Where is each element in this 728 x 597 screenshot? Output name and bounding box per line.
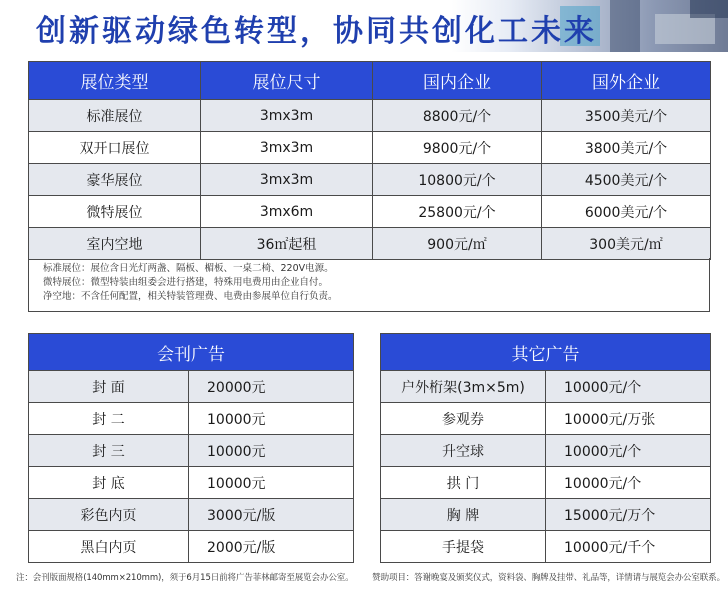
ad-price-cell: 10000元/个 (546, 435, 711, 467)
banner-photo-decoration (610, 0, 640, 52)
domestic-price-cell: 25800元/个 (373, 196, 542, 228)
note-line: 微特展位：微型特装由组委会进行搭建，特殊用电费用由企业自付。 (43, 277, 329, 288)
table-header-row (381, 334, 711, 371)
table-row (381, 467, 711, 499)
booth-type-cell: 豪华展位 (29, 164, 201, 196)
booth-type-cell: 室内空地 (29, 228, 201, 260)
table-row (381, 499, 711, 531)
other-ads-table (380, 333, 711, 563)
booth-notes (28, 258, 710, 312)
table-row (29, 371, 354, 403)
table-row (381, 435, 711, 467)
domestic-price-cell: 900元/㎡ (373, 228, 542, 260)
ad-price-cell: 3000元/版 (189, 499, 354, 531)
booth-size-cell: 3mx3m (201, 164, 373, 196)
booth-size-cell: 3mx3m (201, 132, 373, 164)
banner-photo-decoration (690, 0, 728, 18)
ad-price-cell: 10000元/个 (546, 467, 711, 499)
ad-item-cell: 升空球 (381, 435, 546, 467)
banner-photo-decoration (655, 14, 715, 44)
foreign-price-cell: 300美元/㎡ (542, 228, 711, 260)
page-title: 创新驱动绿色转型，协同共创化工未来 (36, 14, 597, 49)
table-row (381, 531, 711, 563)
table-header-row (29, 62, 711, 100)
ad-item-cell: 户外桁架(3m×5m) (381, 371, 546, 403)
column-header: 国内企业 (373, 62, 542, 100)
booth-size-cell: 3mx6m (201, 196, 373, 228)
table-row (29, 499, 354, 531)
table-row (29, 132, 711, 164)
foreign-price-cell: 6000美元/个 (542, 196, 711, 228)
ad-item-cell: 封 二 (29, 403, 189, 435)
domestic-price-cell: 9800元/个 (373, 132, 542, 164)
table-row (381, 403, 711, 435)
table-header: 会刊广告 (29, 334, 354, 371)
table-row (29, 435, 354, 467)
ad-item-cell: 手提袋 (381, 531, 546, 563)
ad-price-cell: 10000元/个 (546, 371, 711, 403)
ad-item-cell: 封 底 (29, 467, 189, 499)
table-header-row (29, 334, 354, 371)
footnote (16, 571, 725, 583)
foreign-price-cell: 4500美元/个 (542, 164, 711, 196)
ad-item-cell: 拱 门 (381, 467, 546, 499)
booth-type-cell: 微特展位 (29, 196, 201, 228)
table-row (29, 196, 711, 228)
header-banner (0, 0, 728, 52)
column-header: 展位类型 (29, 62, 201, 100)
table-row (29, 164, 711, 196)
ad-price-cell: 20000元 (189, 371, 354, 403)
catalog-ads-table (28, 333, 354, 563)
booth-size-cell: 36㎡起租 (201, 228, 373, 260)
ad-item-cell: 参观券 (381, 403, 546, 435)
ad-item-cell: 彩色内页 (29, 499, 189, 531)
ad-price-cell: 10000元/万张 (546, 403, 711, 435)
foreign-price-cell: 3500美元/个 (542, 100, 711, 132)
column-header: 展位尺寸 (201, 62, 373, 100)
column-header: 国外企业 (542, 62, 711, 100)
domestic-price-cell: 10800元/个 (373, 164, 542, 196)
ad-price-cell: 10000元 (189, 435, 354, 467)
domestic-price-cell: 8800元/个 (373, 100, 542, 132)
ad-price-cell: 10000元 (189, 467, 354, 499)
ad-price-cell: 10000元 (189, 403, 354, 435)
table-row (29, 100, 711, 132)
note-line: 净空地：不含任何配置，相关特装管理费、电费由参展单位自行负责。 (43, 291, 338, 302)
ad-item-cell: 黑白内页 (29, 531, 189, 563)
table-row (29, 531, 354, 563)
ad-item-cell: 封 三 (29, 435, 189, 467)
ad-price-cell: 10000元/千个 (546, 531, 711, 563)
table-row (29, 403, 354, 435)
booth-size-cell: 3mx3m (201, 100, 373, 132)
ad-price-cell: 15000元/万个 (546, 499, 711, 531)
foreign-price-cell: 3800美元/个 (542, 132, 711, 164)
table-row (381, 371, 711, 403)
table-row (29, 467, 354, 499)
table-row (29, 228, 711, 260)
ad-item-cell: 胸 牌 (381, 499, 546, 531)
ad-price-cell: 2000元/版 (189, 531, 354, 563)
booth-price-table (28, 61, 711, 260)
note-line: 标准展位：展位含日光灯两盏、隔板、楣板、一桌二椅、220V电源。 (43, 263, 334, 274)
table-header: 其它广告 (381, 334, 711, 371)
ad-item-cell: 封 面 (29, 371, 189, 403)
booth-type-cell: 标准展位 (29, 100, 201, 132)
booth-type-cell: 双开口展位 (29, 132, 201, 164)
footnote-right: 赞助项目：答谢晚宴及颁奖仪式，资料袋、胸牌及挂带、礼品等，详情请与展览会办公室联系。 (372, 573, 725, 583)
footnote-left: 注：会刊版面规格(140mm×210mm)，须于6月15日前将广告菲林邮寄至展览会办公室。 (16, 573, 354, 583)
